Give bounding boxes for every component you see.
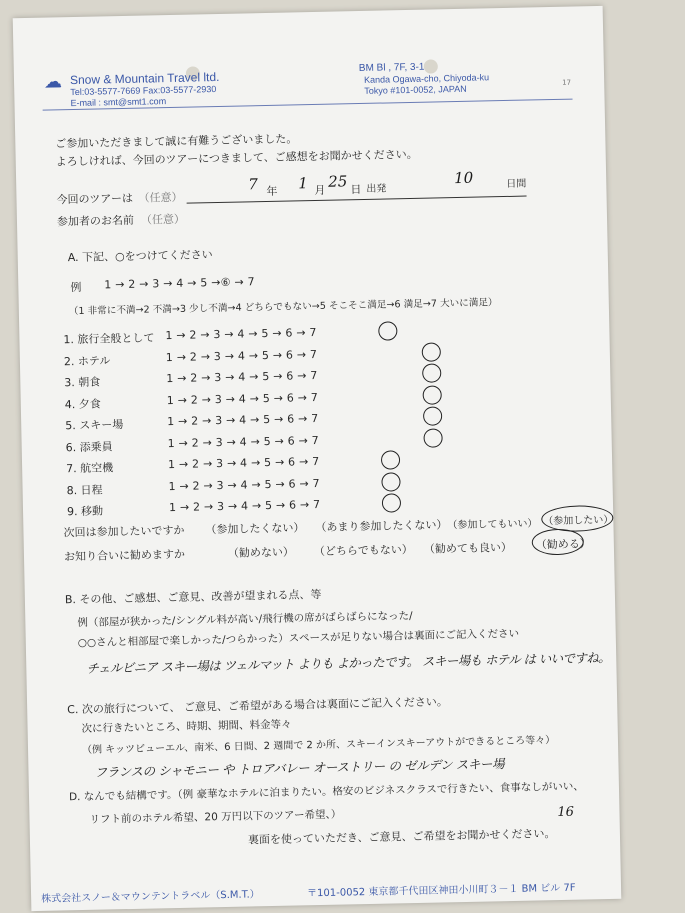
section-c-title: C. 次の旅行について、 ご意見、ご希望がある場合は裏面にご記入ください。 (67, 695, 448, 717)
rating-circle (380, 450, 399, 469)
page-mark: 16 (557, 804, 575, 821)
intro-line2: よろしければ、今回のツアーにつきまして、ご感想をお聞かせください。 (55, 147, 418, 169)
rating-scale[interactable]: 1 → 2 → 3 → 4 → 5 → 6 → 7 (165, 347, 318, 364)
recommend-option-2[interactable]: （どちらでもない） (313, 543, 413, 559)
example-scale: 1 → 2 → 3 → 4 → 5 →⑥ → 7 (104, 275, 255, 292)
rating-item-label: 4. 夕食 (64, 397, 101, 411)
rating-circle (423, 428, 442, 447)
section-b-example1: 例（部屋が狭かった/シングル料が高い/飛行機の席がばらばらになった/ (77, 610, 413, 630)
rating-item-label: 2. ホテル (63, 353, 111, 368)
rating-scale[interactable]: 1 → 2 → 3 → 4 → 5 → 6 → 7 (168, 497, 321, 515)
section-c-handwritten: フランスの シャモニー や トロアバレー オーストリー の ゼルデン スキー場 (94, 756, 505, 780)
rating-item-label: 3. 朝食 (64, 375, 101, 390)
address-line1: BM Bl , 7F, 3-1 (358, 61, 425, 75)
next-option-4[interactable]: （参加したい） (543, 514, 614, 528)
section-c-line1: 次に行きたいところ、時期、期間、料金等々 (81, 718, 292, 735)
intro-line1: ご参加いただきまして誠に有難うございました。 (55, 132, 298, 151)
corner-mark: 17 (562, 78, 572, 87)
company-name-en: Snow & Mountain Travel ltd. (69, 69, 220, 88)
tour-label: 今回のツアーは (56, 191, 134, 207)
rating-circle (422, 385, 441, 404)
recommend-option-3[interactable]: （勧めても良い） (423, 540, 513, 556)
year-handwritten: 7 (248, 175, 258, 194)
section-c-line2: （例 キッツビューエル、南米、6 日間、2 週間で 2 か所、スキーインスキーアウトができるところ等々） (81, 735, 556, 756)
recommend-option-1[interactable]: （勧めない） (227, 545, 295, 560)
rating-circle (381, 472, 400, 491)
section-b-handwritten: チェルビニア スキー場は ツェルマット よりも よかったです。 スキー場も ホテル は いいですね。 (86, 649, 611, 676)
rating-scale[interactable]: 1 → 2 → 3 → 4 → 5 → 6 → 7 (167, 454, 320, 472)
name-label: 参加者のお名前 (56, 213, 135, 229)
footer-company: 株式会社スノー＆マウンテントラベル（S.M.T.） (41, 889, 260, 905)
rating-item-label: 7. 航空機 (66, 461, 114, 476)
rating-circle (422, 342, 441, 361)
address-line3: Tokyo #101-0052, JAPAN (364, 83, 467, 96)
address-line2: Kanda Ogawa-cho, Chiyoda-ku (363, 72, 490, 85)
day-handwritten: 25 (328, 172, 348, 191)
rating-scale[interactable]: 1 → 2 → 3 → 4 → 5 → 6 → 7 (167, 433, 319, 450)
section-b-example2: ○○さんと相部屋で楽しかった/つらかった）スペースが足りない場合は裏面にご記入ください (77, 627, 520, 650)
email: E-mail : smt@smt1.com (70, 96, 167, 109)
example-label: 例 (70, 280, 82, 295)
tel-fax: Tel:03-5577-7669 Fax:03-5577-2930 (70, 84, 217, 98)
name-optional: （任意） (140, 212, 186, 227)
days-unit: 日間 (506, 178, 527, 190)
rating-legend: （1 非常に不満→2 不満→3 少し不満→4 どちらでもない→5 そこそこ満足→6 満足→7 大いに満足） (68, 297, 498, 318)
rating-item-label: 6. 添乗員 (65, 439, 113, 454)
rating-scale[interactable]: 1 → 2 → 3 → 4 → 5 → 6 → 7 (167, 411, 319, 429)
tour-optional: （任意） (138, 190, 183, 205)
rating-circle (422, 363, 441, 382)
next-option-3[interactable]: （参加してもいい） (447, 518, 538, 532)
rating-item-label: 1. 旅行全般として (63, 331, 155, 347)
section-a-title: A. 下記、○をつけてください (67, 248, 213, 265)
selected-circle (541, 505, 614, 533)
rating-scale[interactable]: 1 → 2 → 3 → 4 → 5 → 6 → 7 (166, 368, 318, 386)
closing-line: 裏面を使っていただき、ご意見、ご希望をお聞かせください。 (247, 827, 556, 847)
section-d-title: D. なんでも結構です。（例 豪華なホテルに泊まりたい。格安のビジネスクラスで行きたい、食事なしがいい、 (68, 780, 584, 804)
rating-circle (423, 406, 442, 425)
month-handwritten: 1 (298, 174, 308, 193)
rating-scale[interactable]: 1 → 2 → 3 → 4 → 5 → 6 → 7 (166, 390, 319, 407)
section-d-line2: リフト前のホテル希望、20 万円以下のツアー希望、） (89, 808, 342, 826)
survey-sheet (13, 6, 622, 911)
next-option-1[interactable]: （参加したくない） (205, 521, 305, 537)
rating-item-label: 8. 日程 (66, 482, 103, 497)
next-time-label: 次回は参加したいですか (63, 523, 185, 540)
day-unit: 日 (350, 183, 362, 197)
rating-item-label: 9. 移動 (66, 504, 104, 519)
rating-scale[interactable]: 1 → 2 → 3 → 4 → 5 → 6 → 7 (165, 325, 317, 343)
depart-label: 出発 (366, 183, 387, 195)
rating-scale[interactable]: 1 → 2 → 3 → 4 → 5 → 6 → 7 (168, 476, 320, 493)
punch-hole (424, 59, 438, 73)
logo-icon: ☁ (43, 71, 63, 92)
year-unit: 年 (266, 184, 278, 198)
recommend-option-4[interactable]: （勧める） (535, 537, 591, 552)
next-option-2[interactable]: （あまり参加したくない） (315, 518, 448, 535)
rating-circle (378, 321, 397, 340)
recommend-label: お知り合いに勧めますか (63, 547, 186, 564)
footer-address: 〒101-0052 東京都千代田区神田小川町３－１ BM ビル 7F (306, 882, 576, 900)
section-b-title: B. その他、ご感想、ご意見、改善が望まれる点、等 (64, 587, 322, 607)
month-unit: 月 (314, 183, 326, 197)
days-handwritten: 10 (453, 168, 474, 188)
rating-circle (381, 493, 400, 512)
rating-item-label: 5. スキー場 (65, 418, 124, 433)
